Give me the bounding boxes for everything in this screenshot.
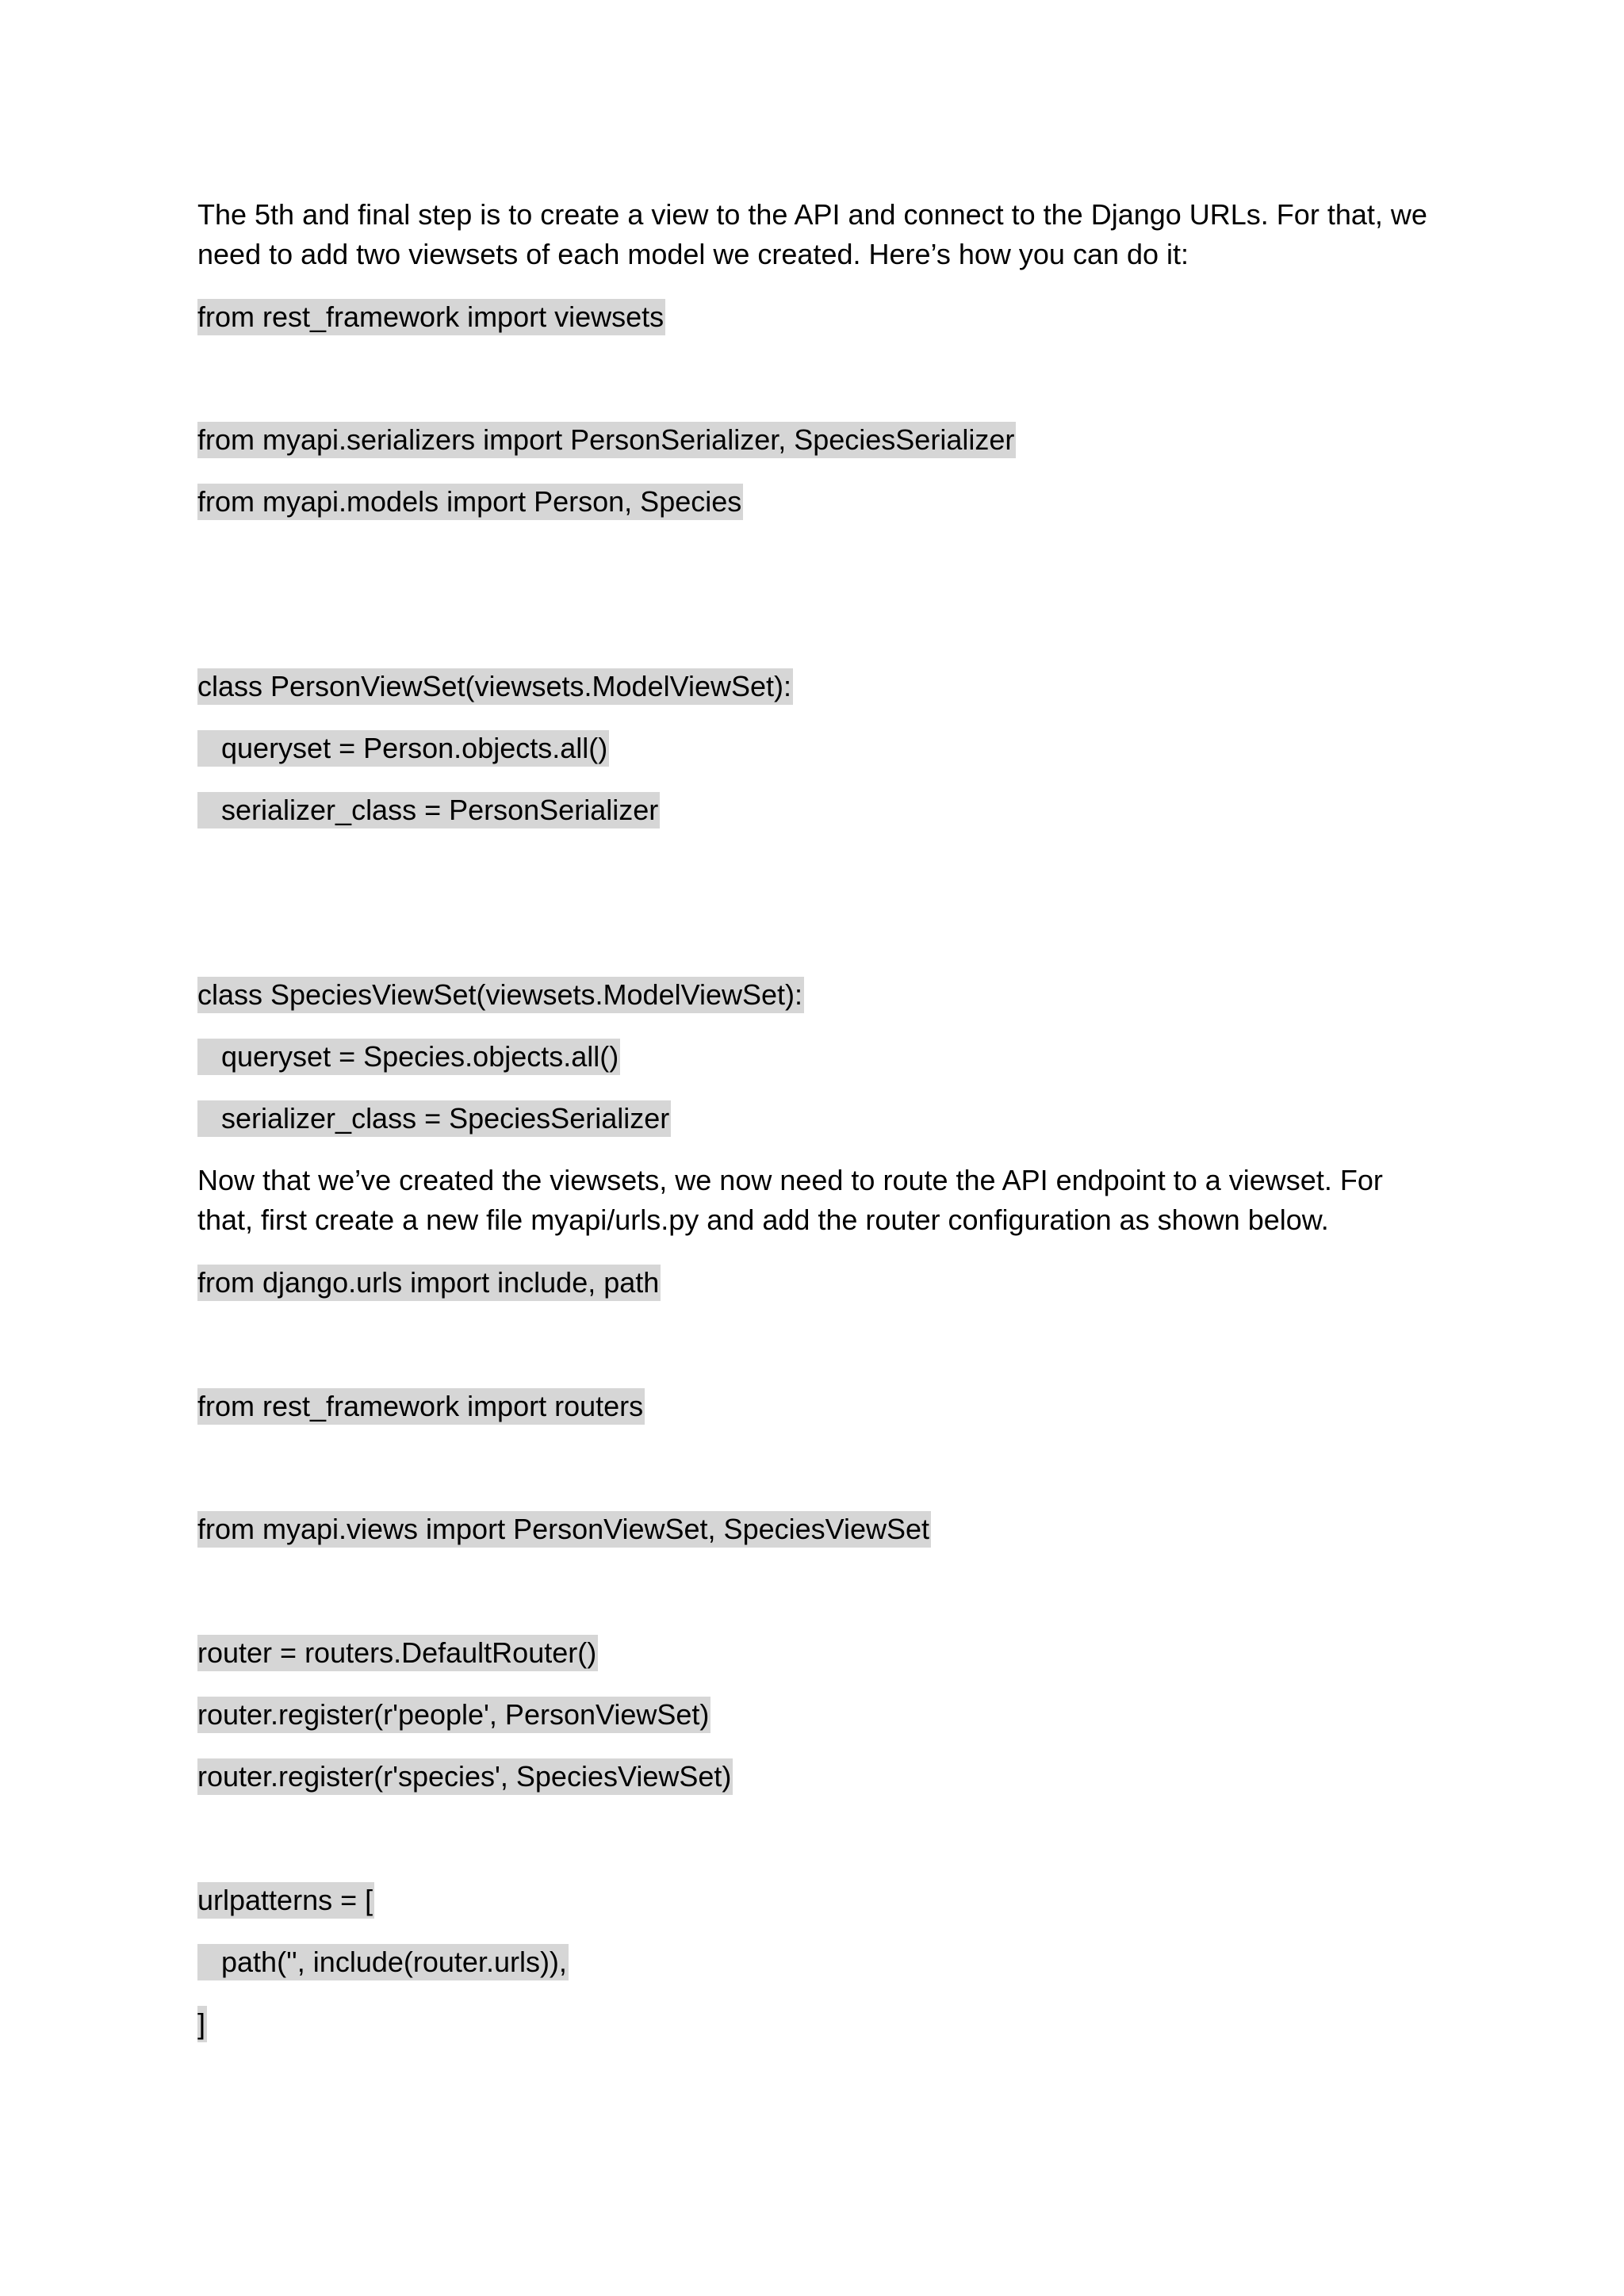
code-line: from rest_framework import viewsets: [197, 299, 665, 335]
code-line: class SpeciesViewSet(viewsets.ModelViewSet):: [197, 977, 804, 1013]
intro-paragraph: The 5th and final step is to create a view to the API and connect to the Django URLs. For that, we need to add two viewsets of each model we created. Here’s how you can do it:: [197, 198, 1427, 270]
code-line: path('', include(router.urls)),: [197, 1944, 569, 1980]
code-line: queryset = Species.objects.all(): [197, 1039, 620, 1075]
code-line: router.register(r'people', PersonViewSet): [197, 1697, 710, 1733]
code-line: serializer_class = SpeciesSerializer: [197, 1100, 671, 1137]
code-line: from myapi.serializers import PersonSerializer, SpeciesSerializer: [197, 422, 1016, 458]
code-line: from myapi.models import Person, Species: [197, 484, 743, 520]
code-line: from django.urls import include, path: [197, 1265, 661, 1301]
code-line: ]: [197, 2006, 207, 2042]
code-line: router.register(r'species', SpeciesViewSet): [197, 1758, 733, 1795]
code-line: from myapi.views import PersonViewSet, SpeciesViewSet: [197, 1511, 931, 1548]
code-line: serializer_class = PersonSerializer: [197, 792, 660, 828]
code-line: router = routers.DefaultRouter(): [197, 1635, 598, 1671]
code-line: from rest_framework import routers: [197, 1388, 645, 1425]
code-line: queryset = Person.objects.all(): [197, 730, 609, 767]
router-paragraph: Now that we’ve created the viewsets, we now need to route the API endpoint to a viewset. For that, first create a new file myapi/urls.py and add the router configuration as shown below.: [197, 1164, 1383, 1236]
code-line: class PersonViewSet(viewsets.ModelViewSet):: [197, 668, 793, 705]
code-line: urlpatterns = [: [197, 1882, 374, 1919]
